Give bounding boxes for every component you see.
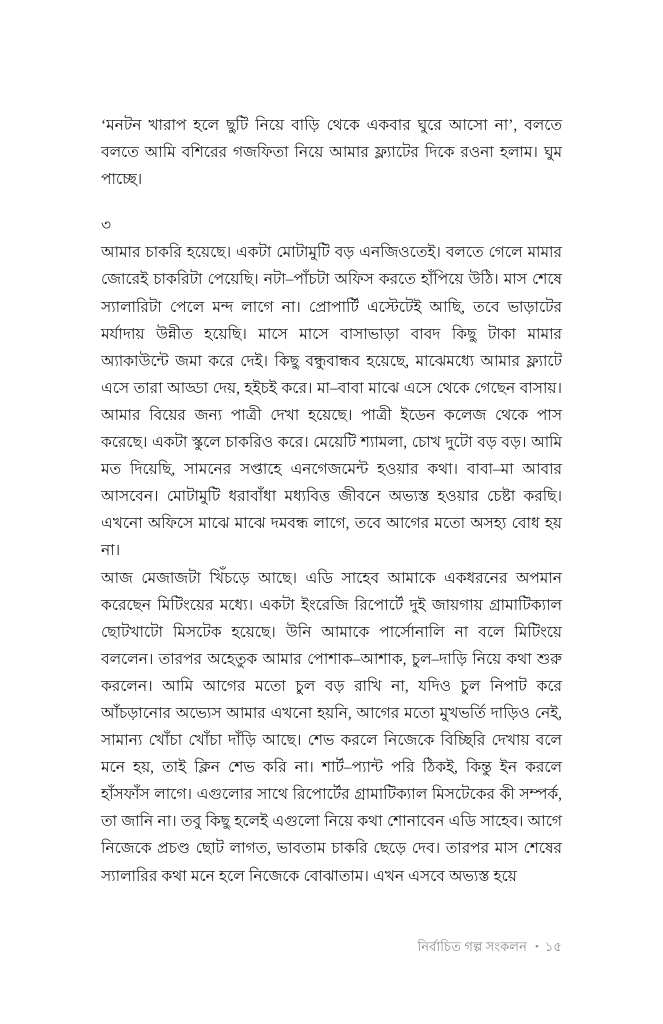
footer-separator-dot-icon: • — [535, 941, 539, 954]
footer-book-title: নির্বাচিত গল্প সংকলন — [417, 939, 528, 954]
page-footer — [101, 938, 562, 956]
paragraph-mood: আজ মেজাজটা খিঁচড়ে আছে। এডি সাহেব আমাকে একধরনের অপমান করেছেন মিটিংয়ের মধ্যে। একটা ইংরেজি রিপোর্টে দুই জায়গায় গ্রামাটিক্যাল ছোটখাটো মিসটেক হয়েছে। উনি আমাকে পার্সোনালি না বলে মিটিংয়ে বললেন। তারপর অহেতুক আমার পোশাক–আশাক, চুল–দাড়ি নিয়ে কথা শুরু করলেন। আমি আগের মতো চুল বড় রাখি না, যদিও চুল নিপাট করে আঁচড়ানোর অভ্যেস আমার এখনো হয়নি, আগের মতো মুখভর্তি দাড়িও নেই, সামান্য খোঁচা খোঁচা দাঁড়ি আছে। শেভ করলে নিজেকে বিচ্ছিরি দেখায় বলে মনে হয়, তাই ক্লিন শেভ করি না। শার্ট–প্যান্ট পরি ঠিকই, কিন্তু ইন করলে হাঁসফাঁস লাগে। এগুলোর সাথে রিপোর্টের গ্রামাটিক্যাল মিসটেকের কী সম্পর্ক, তা জানি না। তবু কিছু হলেই এগুলো নিয়ে কথা শোনাবেন এডি সাহেব। আগে নিজেকে প্রচণ্ড ছোট লাগত, ভাবতাম চাকরি ছেড়ে দেব। তারপর মাস শেষের স্যালারির কথা মনে হলে নিজেকে বোঝাতাম। এখন এসবে অভ্যস্ত হয়ে — [101, 569, 562, 885]
section-number: ৩ — [101, 217, 112, 235]
paragraph-opening: ‘মনটন খারাপ হলে ছুটি নিয়ে বাড়ি থেকে একবার ঘুরে আসো না’, বলতে বলতে আমি বশিরের গজফিতা নিয়ে আমার ফ্ল্যাটের দিকে রওনা হলাম। ঘুম পাচ্ছে। — [101, 117, 562, 189]
footer-page-number: ১৫ — [544, 939, 562, 954]
section-break — [101, 212, 562, 239]
paragraph-job: আমার চাকরি হয়েছে। একটা মোটামুটি বড় এনজিওতেই। বলতে গেলে মামার জোরেই চাকরিটা পেয়েছি। নটা–পাঁচটা অফিস করতে হাঁপিয়ে উঠি। মাস শেষে স্যালারিটা পেলে মন্দ লাগে না। প্রোপার্টি এস্টেটেই আছি, তবে ভাড়াটের মর্যাদায় উন্নীত হয়েছি। মাসে মাসে বাসাভাড়া বাবদ কিছু টাকা মামার অ্যাকাউন্টে জমা করে দেই। কিছু বন্ধুবান্ধব হয়েছে, মাঝেমধ্যে আমার ফ্ল্যাটে এসে তারা আড্ডা দেয়, হইচই করে। মা–বাবা মাঝে এসে থেকে গেছেন বাসায়। আমার বিয়ের জন্য পাত্রী দেখা হয়েছে। পাত্রী ইডেন কলেজ থেকে পাস করেছে। একটা স্কুলে চাকরিও করে। মেয়েটি শ্যামলা, চোখ দুটো বড় বড়। আমি মত দিয়েছি, সামনের সপ্তাহে এনগেজমেন্ট হওয়ার কথা। বাবা–মা আবার আসবেন। মোটামুটি ধরাবাঁধা মধ্যবিত্ত জীবনে অভ্যস্ত হওয়ার চেষ্টা করছি। এখনো অফিসে মাঝে মাঝে দমবন্ধ লাগে, তবে আগের মতো অসহ্য বোধ হয় না। — [101, 244, 562, 560]
page-text-block — [101, 112, 562, 890]
